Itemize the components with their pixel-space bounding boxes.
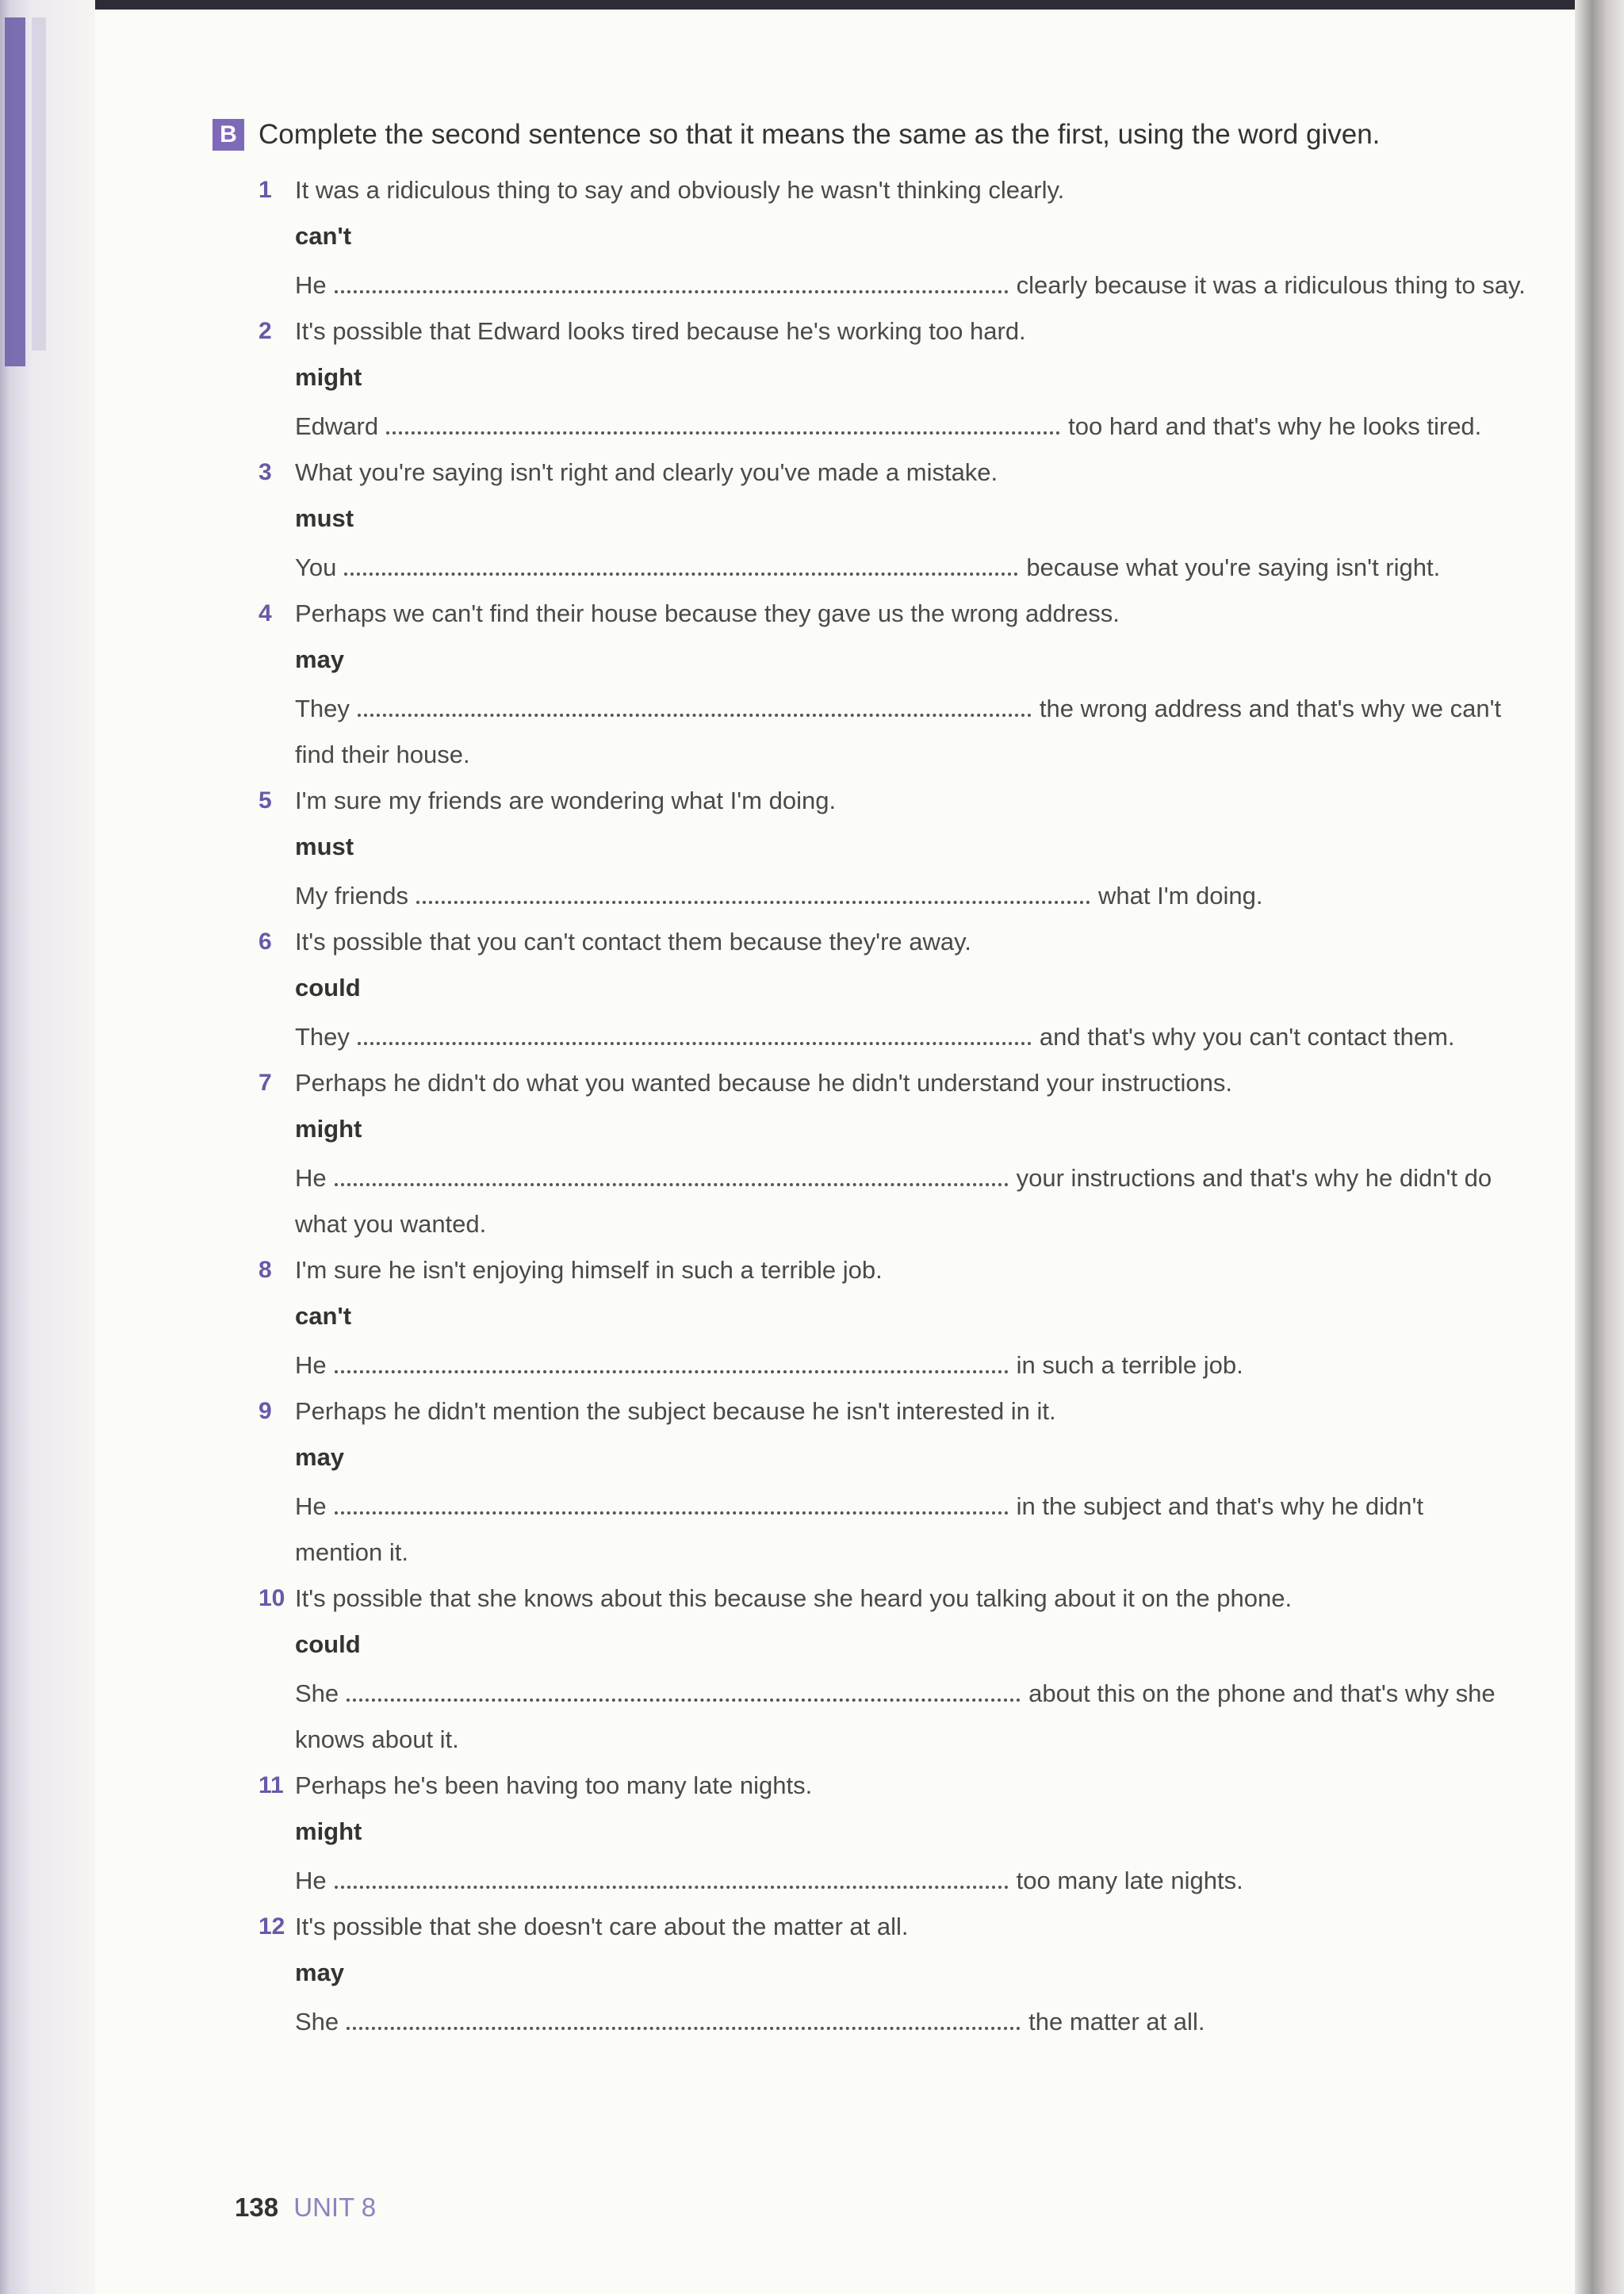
answer-blank[interactable] (358, 703, 1032, 717)
answer-continuation: mention it. (295, 1538, 409, 1566)
answer-start: She (295, 2008, 339, 2035)
exercise-item (259, 1392, 1584, 1572)
item-number: 9 (259, 1398, 272, 1424)
answer-start: They (295, 695, 350, 722)
item-number: 8 (259, 1257, 272, 1283)
answer-end: what I'm doing. (1097, 882, 1263, 910)
answer-line (295, 690, 1584, 728)
answer-start: He (295, 1164, 327, 1192)
answer-blank[interactable] (386, 420, 1060, 435)
item-sentence: Perhaps he didn't do what you wanted because he didn't understand your instructions. (295, 1069, 1232, 1097)
exercise-item (259, 454, 1584, 587)
item-number: 6 (259, 929, 272, 955)
answer-continuation: what you wanted. (295, 1210, 487, 1238)
exercise-item (259, 1064, 1584, 1243)
answer-line (295, 266, 1584, 304)
item-keyword: may (295, 1959, 345, 1986)
item-task (295, 828, 1584, 915)
answer-continuation: knows about it. (295, 1725, 459, 1753)
answer-blank[interactable] (335, 1172, 1009, 1186)
page-tab-marker-shadow (32, 17, 46, 350)
item-sentence: Perhaps we can't find their house because they gave us the wrong address. (295, 599, 1120, 627)
page-number: 138 (235, 2193, 279, 2222)
item-question (259, 1908, 1584, 1946)
answer-blank[interactable] (335, 279, 1009, 293)
item-question (259, 782, 1584, 820)
answer-start: He (295, 1867, 327, 1894)
item-task (295, 1297, 1584, 1384)
item-keyword: must (295, 504, 354, 532)
answer-line (295, 1018, 1584, 1056)
answer-line (295, 1675, 1584, 1713)
answer-end: your instructions and that's why he didn't do (1016, 1164, 1492, 1192)
item-task (295, 641, 1584, 774)
answer-end: about this on the phone and that's why she (1028, 1679, 1496, 1707)
answer-line (295, 1346, 1584, 1384)
item-sentence: It's possible that you can't contact them because they're away. (295, 928, 971, 956)
item-task (295, 1110, 1584, 1243)
item-keyword: may (295, 645, 345, 673)
item-sentence: I'm sure he isn't enjoying himself in such a terrible job. (295, 1256, 883, 1284)
item-task (295, 1626, 1584, 1759)
answer-end: in the subject and that's why he didn't (1016, 1492, 1423, 1520)
answer-end: too hard and that's why he looks tired. (1068, 412, 1482, 440)
exercise-item (259, 923, 1584, 1056)
answer-line (295, 1488, 1584, 1526)
item-keyword: might (295, 363, 362, 391)
answer-line (295, 1159, 1584, 1197)
item-sentence: What you're saying isn't right and clearly you've made a mistake. (295, 458, 998, 486)
answer-blank[interactable] (335, 1875, 1009, 1889)
item-sentence: It's possible that she knows about this because she heard you talking about it on the phone. (295, 1584, 1293, 1612)
item-task (295, 217, 1584, 304)
answer-line (295, 2003, 1584, 2041)
page-tab-marker (5, 17, 25, 366)
item-question (259, 595, 1584, 633)
item-sentence: Perhaps he's been having too many late nights. (295, 1771, 813, 1799)
answer-start: You (295, 553, 337, 581)
item-question (259, 923, 1584, 961)
exercise-item (259, 1908, 1584, 2041)
item-task (295, 358, 1584, 446)
answer-blank[interactable] (347, 1687, 1021, 1702)
item-number: 2 (259, 318, 272, 344)
item-sentence: Perhaps he didn't mention the subject because he isn't interested in it. (295, 1397, 1056, 1425)
item-question (259, 1064, 1584, 1102)
item-keyword: might (295, 1115, 362, 1143)
unit-label: UNIT 8 (293, 2193, 377, 2222)
item-task (295, 1438, 1584, 1572)
item-number: 12 (259, 1913, 285, 1940)
item-keyword: can't (295, 222, 352, 250)
answer-start: Edward (295, 412, 379, 440)
instruction-text: Complete the second sentence so that it means the same as the first, using the word given. (259, 119, 1381, 150)
answer-line (295, 549, 1584, 587)
answer-blank[interactable] (335, 1359, 1009, 1373)
exercise-item (259, 171, 1584, 304)
item-task (295, 1954, 1584, 2041)
exercise-item (259, 1767, 1584, 1900)
item-task (295, 1813, 1584, 1900)
item-keyword: must (295, 833, 354, 860)
item-number: 3 (259, 459, 272, 485)
answer-line (295, 408, 1584, 446)
answer-blank[interactable] (344, 561, 1018, 576)
answer-start: They (295, 1023, 350, 1051)
item-question (259, 1392, 1584, 1430)
item-keyword: could (295, 1630, 361, 1658)
item-keyword: may (295, 1443, 345, 1471)
item-task (295, 969, 1584, 1056)
answer-end: too many late nights. (1016, 1867, 1243, 1894)
answer-end: and that's why you can't contact them. (1039, 1023, 1455, 1051)
item-number: 11 (259, 1772, 284, 1798)
item-keyword: might (295, 1817, 362, 1845)
item-sentence: It was a ridiculous thing to say and obviously he wasn't thinking clearly. (295, 176, 1065, 204)
exercise-item (259, 1580, 1584, 1759)
answer-blank[interactable] (335, 1500, 1009, 1515)
answer-continuation: find their house. (295, 741, 470, 768)
answer-blank[interactable] (358, 1031, 1032, 1045)
item-question (259, 1251, 1584, 1289)
answer-end: in such a terrible job. (1016, 1351, 1243, 1379)
exercise-item (259, 312, 1584, 446)
item-number: 10 (259, 1585, 285, 1611)
answer-start: She (295, 1679, 339, 1707)
page-footer (235, 2193, 376, 2223)
item-sentence: It's possible that Edward looks tired because he's working too hard. (295, 317, 1026, 345)
exercise-item (259, 1251, 1584, 1384)
item-sentence: It's possible that she doesn't care about the matter at all. (295, 1913, 909, 1940)
item-task (295, 500, 1584, 587)
exercise-items (213, 171, 1584, 2041)
answer-start: He (295, 271, 327, 299)
item-question (259, 1767, 1584, 1805)
item-question (259, 1580, 1584, 1618)
exercise (213, 119, 1584, 2049)
exercise-instruction (213, 119, 1584, 151)
item-number: 7 (259, 1070, 272, 1096)
answer-start: My friends (295, 882, 408, 910)
exercise-item (259, 595, 1584, 774)
answer-blank[interactable] (347, 2016, 1021, 2030)
exercise-badge: B (213, 119, 244, 151)
answer-end: because what you're saying isn't right. (1026, 553, 1441, 581)
answer-blank[interactable] (416, 890, 1090, 904)
answer-line (295, 1862, 1584, 1900)
item-question (259, 312, 1584, 350)
item-question (259, 454, 1584, 492)
answer-end: clearly because it was a ridiculous thing to say. (1016, 271, 1526, 299)
item-keyword: could (295, 974, 361, 1001)
answer-end: the wrong address and that's why we can't (1039, 695, 1502, 722)
item-keyword: can't (295, 1302, 352, 1330)
exercise-item (259, 782, 1584, 915)
item-question (259, 171, 1584, 209)
item-number: 5 (259, 787, 272, 814)
item-number: 1 (259, 177, 272, 203)
answer-start: He (295, 1492, 327, 1520)
answer-end: the matter at all. (1028, 2008, 1205, 2035)
item-sentence: I'm sure my friends are wondering what I'm doing. (295, 787, 837, 814)
answer-start: He (295, 1351, 327, 1379)
book-top-edge (0, 0, 1624, 10)
answer-line (295, 877, 1584, 915)
item-number: 4 (259, 600, 272, 626)
